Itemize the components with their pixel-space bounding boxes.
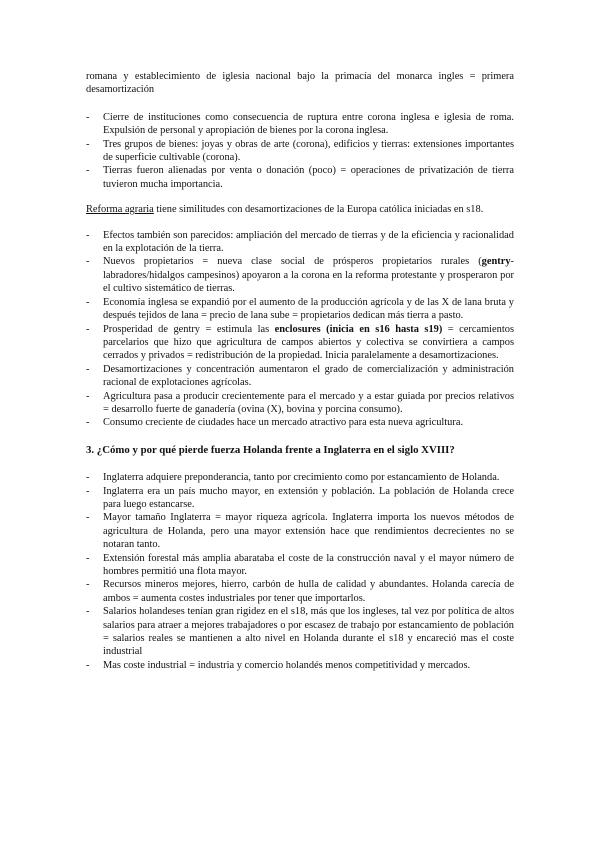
list-item: - Agricultura pasa a producir crecientemente para el mercado y a estar guiada por precios relativos = desarrollo fuerte de ganadería (ovina (X), bovina y porcina consumo). — [86, 390, 514, 417]
enclosures-term: enclosures (inicia en s16 hasta s19) — [274, 323, 443, 335]
agrarian-reform-paragraph — [86, 203, 514, 216]
list-item: - Cierre de instituciones como consecuencia de ruptura entre corona inglesa e iglesia de roma. Expulsión de personal y apropiación de bienes por la corona inglesa. — [86, 111, 514, 138]
list-item: - Salarios holandeses tenían gran rigidez en el s18, más que los ingleses, tal vez por política de altos salarios para atraer a mejores trabajadores o por escasez de trabajo por estancamiento de población = salarios reales se mantienen a alto nivel en Holanda durante el s18 y encareció mas el coste industrial — [86, 605, 514, 659]
agrarian-reform-text: tiene similitudes con desamortizaciones de la Europa católica iniciadas en s18. — [153, 204, 484, 216]
gentry-term: gentry — [481, 256, 511, 268]
list-item: - Mas coste industrial = industria y comercio holandés menos competitividad y mercados. — [86, 659, 514, 672]
text-segment: - labradores/hidalgos campesinos) apoyaron a la corona en la reforma protestante y prosperaron por el cultivo sistemático de tierras. — [103, 256, 514, 295]
document-page — [86, 70, 514, 672]
list-item: - Recursos mineros mejores, hierro, carbón de hulla de calidad y abundantes. Holanda carecía de ambos = aumenta costes industriales por tener que importarlos. — [86, 578, 514, 605]
text-segment: Nuevos propietarios = nueva clase social de prósperos propietarios rurales ( — [103, 256, 482, 268]
dissolution-list — [86, 111, 514, 191]
holland-england-list — [86, 471, 514, 672]
list-item — [86, 323, 514, 363]
agrarian-reform-list — [86, 229, 514, 430]
list-item: - Mayor tamaño Inglaterra = mayor riqueza agrícola. Inglaterra importa los nuevos métodos de agricultura de Holanda, pero una mayor extensión hace que rendimientos decrecientes no se notaran tanto. — [86, 511, 514, 551]
list-item: - Tierras fueron alienadas por venta o donación (poco) = operaciones de privatización de tierra tuvieron mucha importancia. — [86, 164, 514, 191]
text-segment: = cercamientos parcelarios que hizo que agricultura de campos abiertos y colectiva se convirtiera a campos cerrados y privados = redistribución de la propiedad. Inicia paralelamente a desamortizaciones. — [103, 323, 514, 362]
section-heading: 3. ¿Cómo y por qué pierde fuerza Holanda frente a Inglaterra en el siglo XVIII? — [86, 443, 455, 456]
list-item: - Inglaterra era un país mucho mayor, en extensión y población. La población de Holanda crece para luego estancarse. — [86, 485, 514, 512]
list-item: - Tres grupos de bienes: joyas y obras de arte (corona), edificios y tierras: extensiones importantes de superficie cultivable (corona). — [86, 138, 514, 165]
list-item: - Economía inglesa se expandió por el aumento de la producción agrícola y de las X de lana bruta y después tejidos de lana = precio de lana sube = propietarios dedican más tierra a pasto. — [86, 296, 514, 323]
list-item: - Efectos también son parecidos: ampliación del mercado de tierras y de la eficiencia y racionalidad en la explotación de la tierra. — [86, 229, 514, 256]
agrarian-reform-term: Reforma agraria — [86, 204, 154, 216]
text-segment: Prosperidad de gentry = estimula las — [103, 323, 275, 335]
list-item — [86, 255, 514, 295]
list-item: - Consumo creciente de ciudades hace un mercado atractivo para esta nueva agricultura. — [86, 416, 514, 429]
intro-paragraph: romana y establecimiento de iglesia nacional bajo la primacía del monarca ingles = primera desamortización — [86, 71, 514, 96]
list-item: - Extensión forestal más amplia abarataba el coste de la construcción naval y el mayor número de hombres permitió una flota mayor. — [86, 552, 514, 579]
list-item: - Inglaterra adquiere preponderancia, tanto por crecimiento como por estancamiento de Holanda. — [86, 471, 514, 484]
list-item: - Desamortizaciones y concentración aumentaron el grado de comercialización y administración racional de explotaciones agrícolas. — [86, 363, 514, 390]
